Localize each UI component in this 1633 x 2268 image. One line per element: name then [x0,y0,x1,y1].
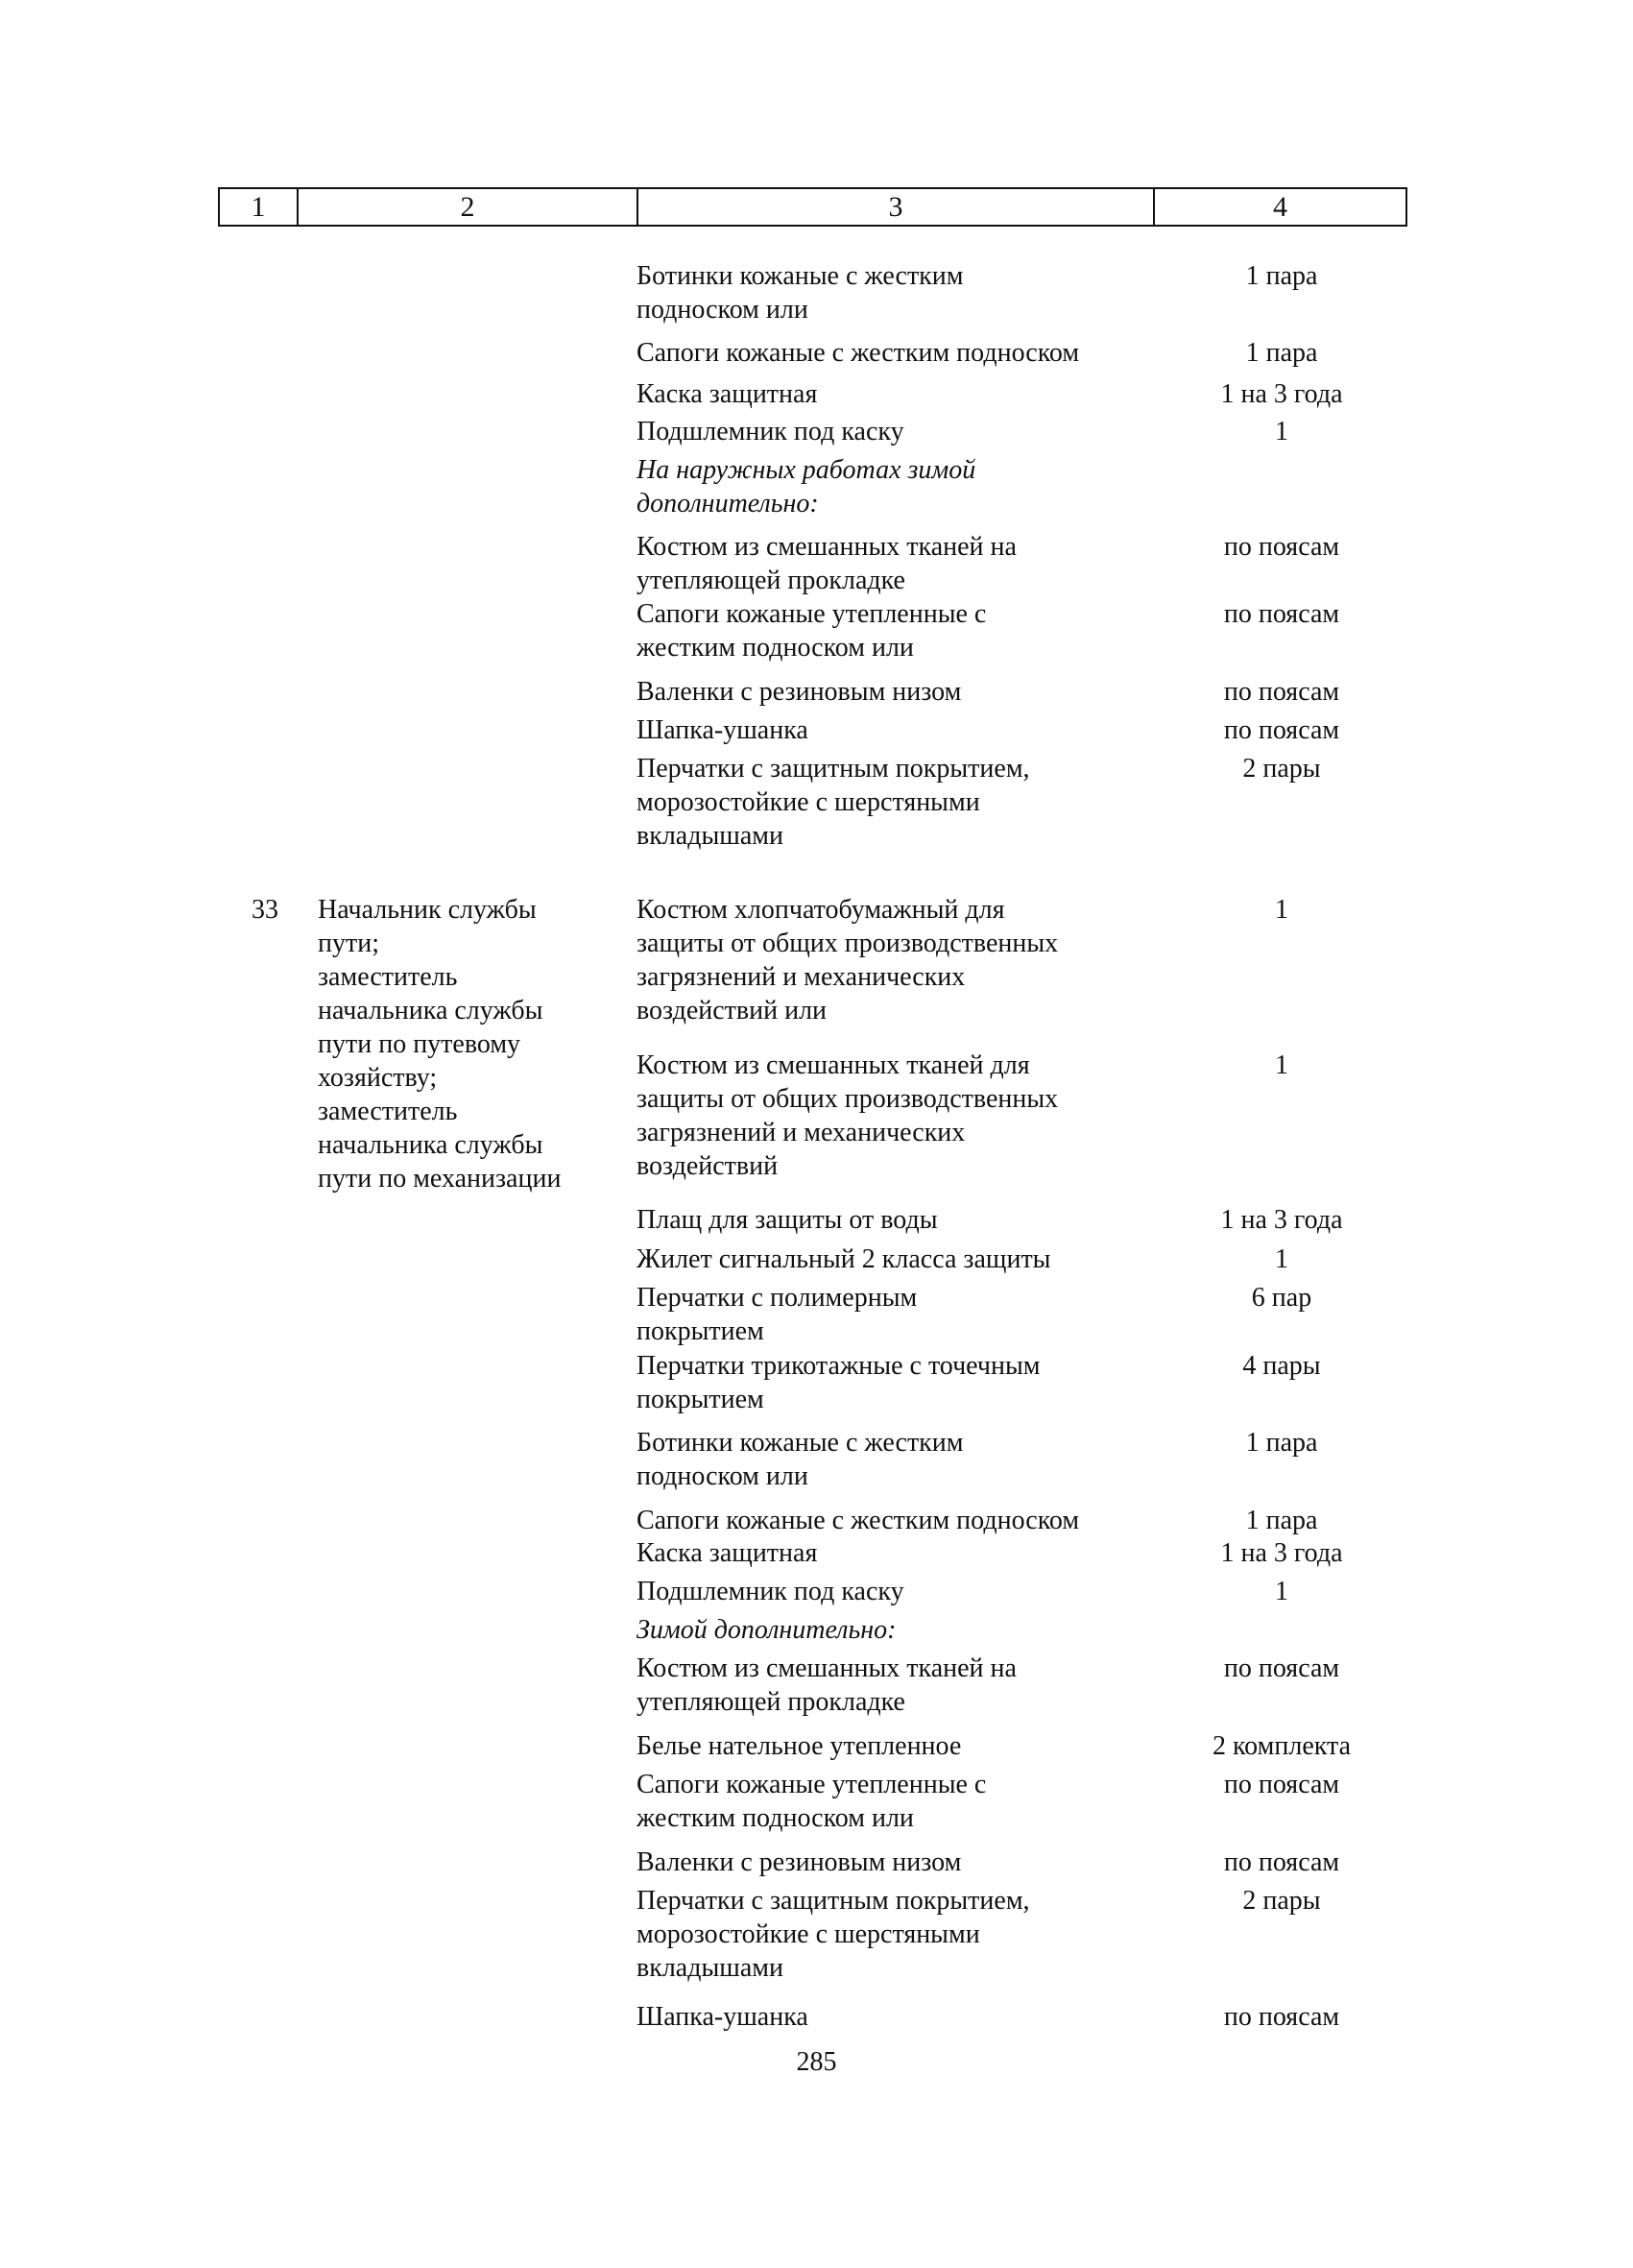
item-text: Перчатки с полимерным покрытием [636,1283,918,1346]
item-text: Перчатки с защитным покрытием, морозостойкие с шерстяными вкладышами [636,754,1030,851]
item-qty: по поясам [1223,1847,1340,1877]
item-text: Сапоги кожаные с жестким подноском [636,1506,1080,1535]
item-qty: 1 пара [1245,1428,1318,1458]
item-text: Костюм из смешанных тканей на утепляющей прокладке [636,1653,1017,1717]
item-qty: по поясам [1223,1653,1340,1683]
item-qty: 1 на 3 года [1220,379,1343,409]
item-qty: по поясам [1223,715,1340,745]
item-qty: 6 пар [1251,1283,1312,1313]
item-text: Костюм из смешанных тканей на утепляющей прокладке [636,532,1017,595]
page-number: 285 [796,2047,837,2077]
item-text: Подшлемник под каску [636,1577,904,1606]
item-text: Валенки с резиновым низом [636,1847,962,1877]
header-col-3: 3 [888,190,903,223]
item-text: Костюм из смешанных тканей для защиты от общих производственных загрязнений и механических воздействий [636,1050,1059,1181]
position-title: Начальник службы пути; заместитель начальника службы пути по путевому хозяйству; заместитель начальника службы пути по механизации [318,895,562,1194]
item-text: Подшлемник под каску [636,417,904,446]
item-text: Перчатки с защитным покрытием, морозостойкие с шерстяными вкладышами [636,1886,1030,1983]
item-qty: 4 пары [1242,1351,1321,1381]
item-text: Плащ для защиты от воды [636,1205,938,1235]
item-qty: по поясам [1223,677,1340,707]
item-qty: 1 [1275,1050,1288,1080]
header-col-4: 4 [1273,190,1287,223]
header-col-2: 2 [460,190,475,223]
item-qty: 2 пары [1242,754,1321,784]
item-text: Сапоги кожаные с жестким подноском [636,338,1080,368]
item-qty: 1 на 3 года [1220,1538,1343,1568]
item-qty: по поясам [1223,2002,1340,2032]
item-text: Шапка-ушанка [636,715,808,745]
header-col-1: 1 [251,190,266,223]
item-qty: 2 пары [1242,1886,1321,1916]
item-qty: 1 пара [1245,338,1318,368]
item-text: Сапоги кожаные утепленные с жестким подноском или [636,599,987,663]
section-subheading: На наружных работах зимой дополнительно: [636,455,976,519]
item-qty: 1 пара [1245,1506,1318,1535]
item-qty: 1 пара [1245,261,1318,291]
item-text: Шапка-ушанка [636,2002,808,2032]
item-qty: 1 [1275,1244,1288,1274]
item-qty: 1 [1275,895,1288,925]
item-qty: 1 [1275,1577,1288,1606]
section-subheading: Зимой дополнительно: [636,1615,897,1645]
table-header-row [218,187,1407,227]
item-qty: 1 на 3 года [1220,1205,1343,1235]
item-text: Ботинки кожаные с жестким подноском или [636,261,964,325]
item-qty: по поясам [1223,599,1340,629]
item-text: Костюм хлопчатобумажный для защиты от общих производственных загрязнений и механических воздействий или [636,895,1059,1025]
item-text: Валенки с резиновым низом [636,677,962,707]
item-text: Каска защитная [636,379,818,409]
item-qty: 1 [1275,417,1288,446]
item-text: Белье нательное утепленное [636,1731,962,1761]
item-text: Сапоги кожаные утепленные с жестким подноском или [636,1770,987,1833]
item-qty: по поясам [1223,532,1340,562]
item-text: Каска защитная [636,1538,818,1568]
item-text: Перчатки трикотажные с точечным покрытием [636,1351,1041,1414]
item-qty: по поясам [1223,1770,1340,1799]
item-qty: 2 комплекта [1213,1731,1351,1761]
item-text: Жилет сигнальный 2 класса защиты [636,1244,1051,1274]
item-text: Ботинки кожаные с жестким подноском или [636,1428,964,1491]
entry-number: 33 [252,895,278,925]
